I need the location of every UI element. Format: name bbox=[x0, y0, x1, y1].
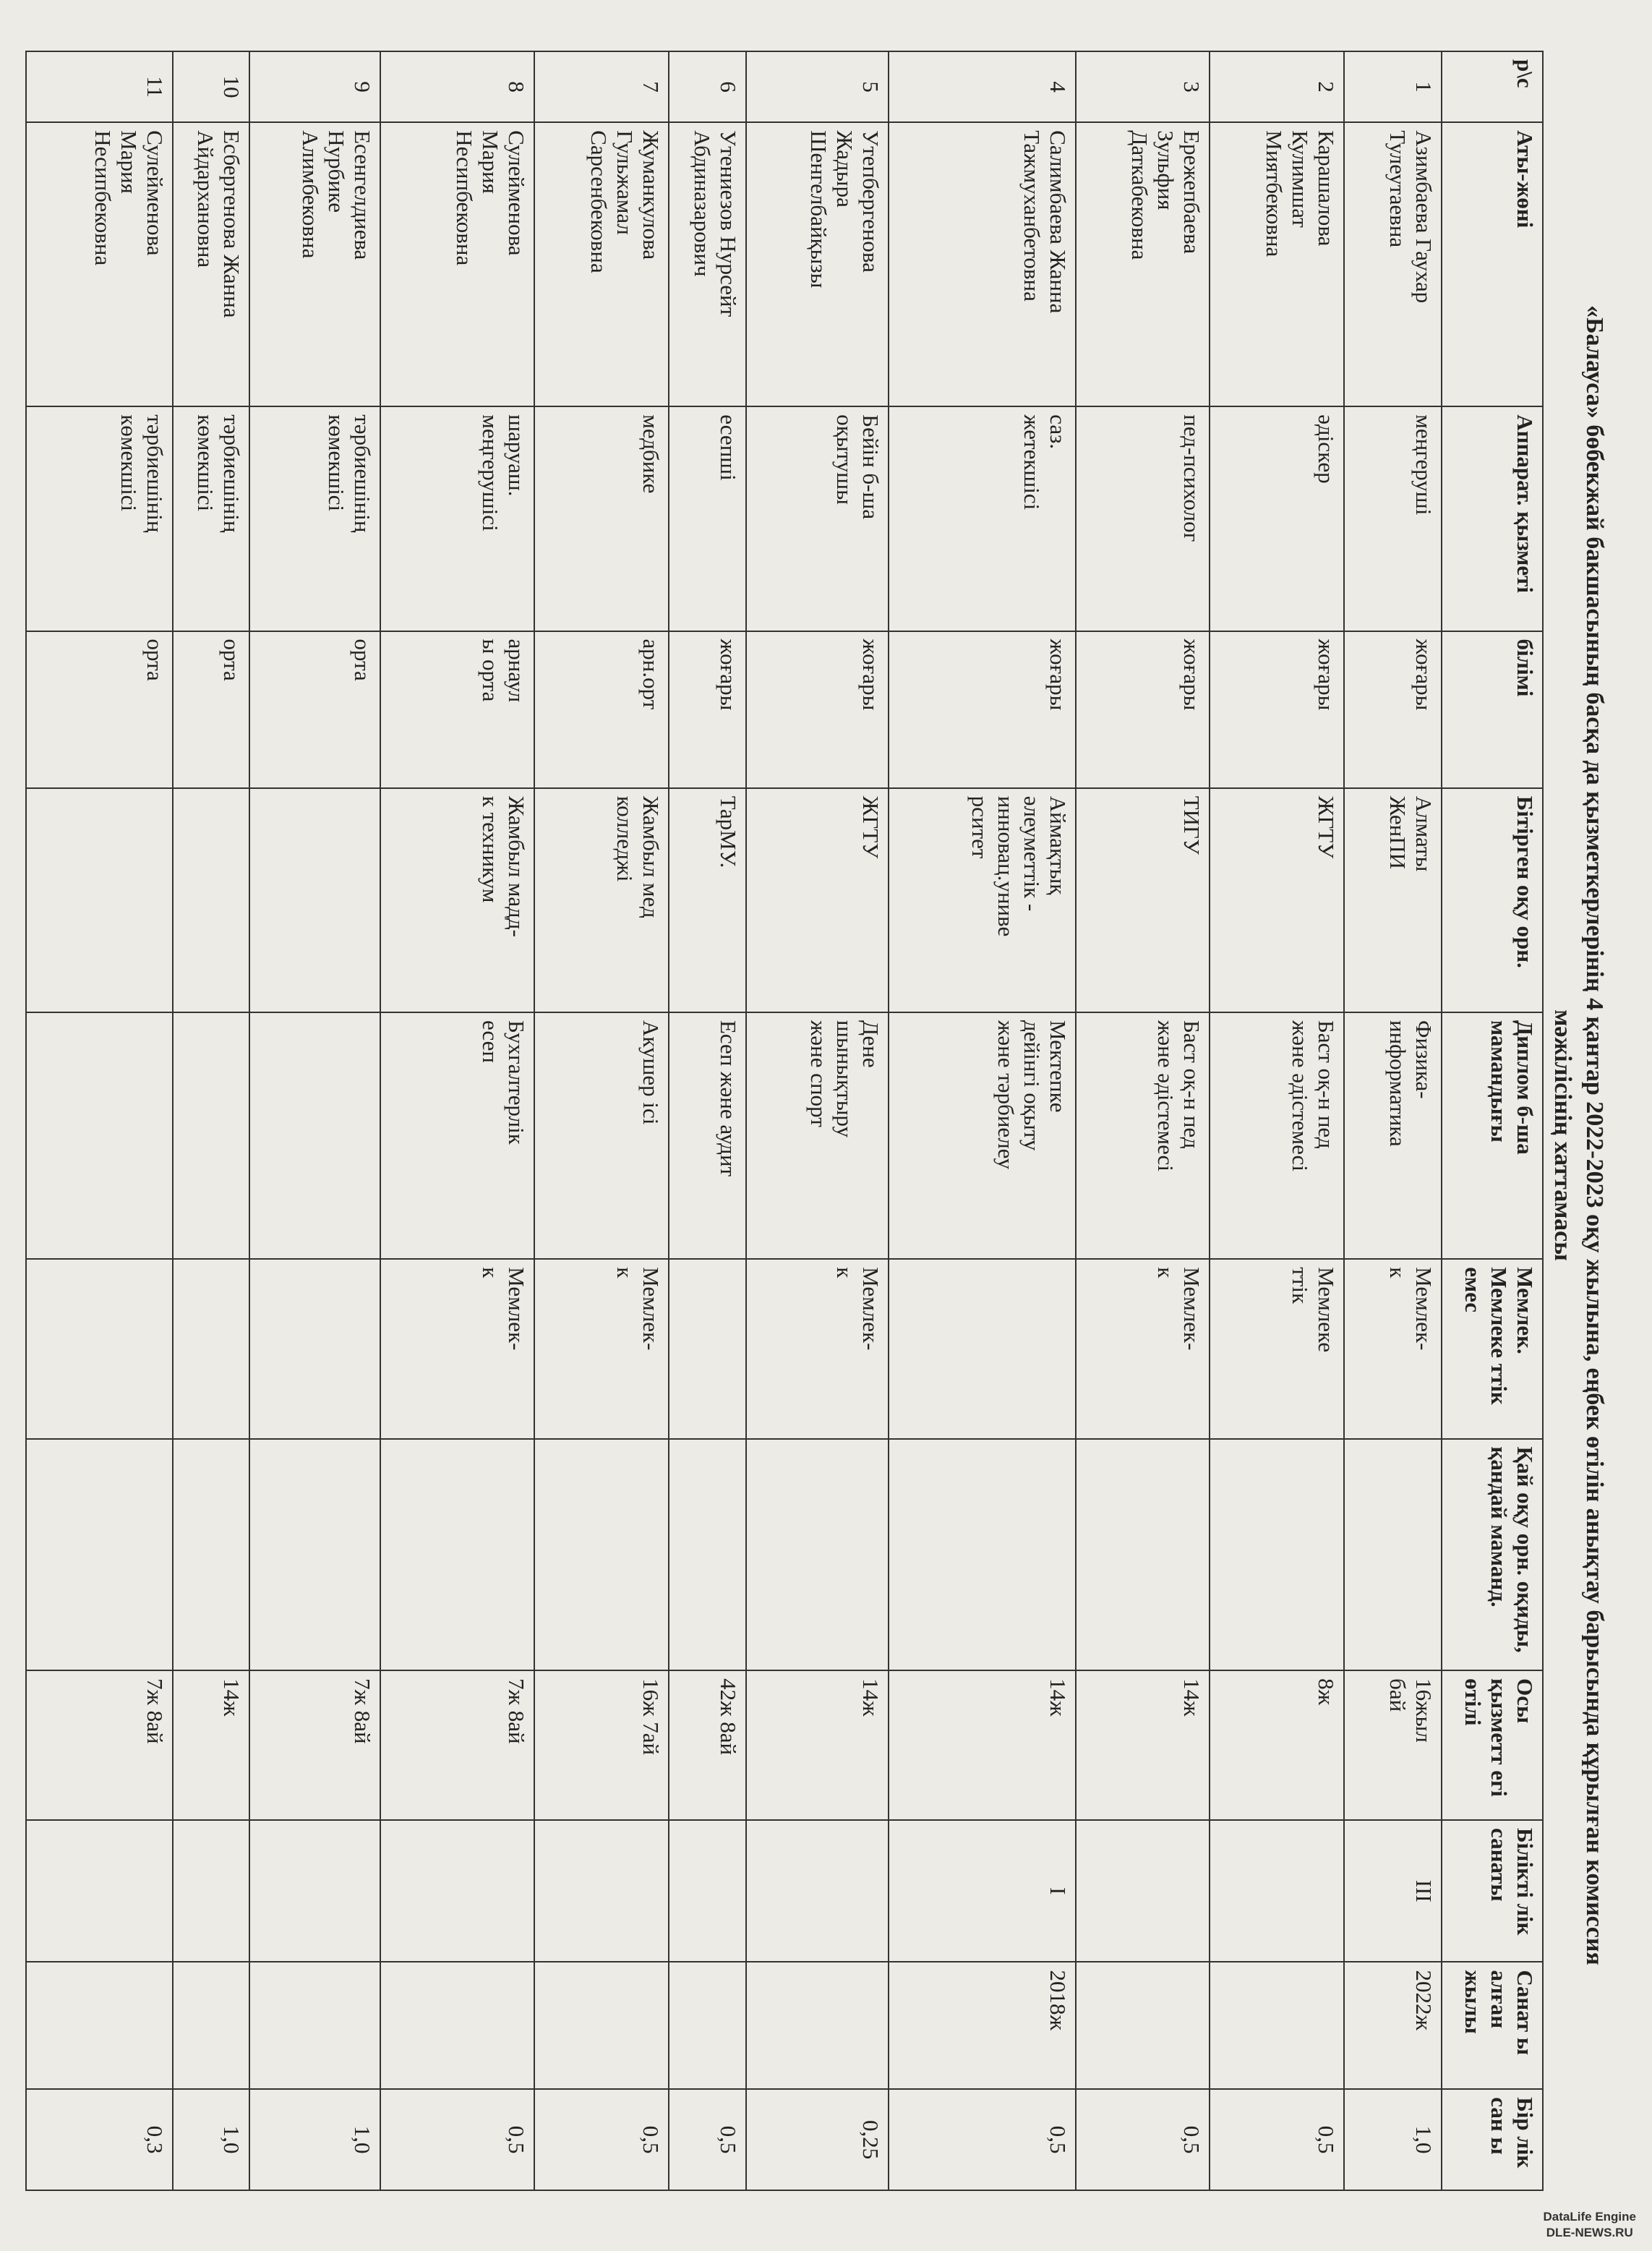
cell-experience: 16жыл бай bbox=[1344, 1670, 1442, 1820]
cell-state: Мемлек- к bbox=[534, 1259, 669, 1438]
cell-rate: 0,5 bbox=[889, 2089, 1076, 2190]
cell-which bbox=[380, 1439, 535, 1671]
header-institution: Бітірген оқу орн. bbox=[1442, 788, 1543, 1012]
cell-specialty bbox=[173, 1012, 250, 1259]
cell-education: жоғары bbox=[1344, 631, 1442, 788]
cell-num: 4 bbox=[889, 51, 1076, 122]
cell-education: жоғары bbox=[889, 631, 1076, 788]
cell-specialty: Есеп және аудит bbox=[669, 1012, 746, 1259]
cell-experience: 7ж 8ай bbox=[380, 1670, 535, 1820]
cell-position: пед-психолог bbox=[1076, 406, 1210, 631]
cell-specialty bbox=[26, 1012, 173, 1259]
document-heading bbox=[1546, 174, 1610, 2097]
cell-category bbox=[1076, 1820, 1210, 1962]
cell-rate: 0,25 bbox=[746, 2089, 889, 2190]
cell-position: әдіскер bbox=[1210, 406, 1344, 631]
cell-institution bbox=[173, 788, 250, 1012]
cell-specialty: Дене шынықтыру және спорт bbox=[746, 1012, 889, 1259]
cell-rate: 1,0 bbox=[1344, 2089, 1442, 2190]
cell-cat-year: 2022ж bbox=[1344, 1962, 1442, 2089]
cell-cat-year bbox=[746, 1962, 889, 2089]
cell-specialty bbox=[250, 1012, 380, 1259]
cell-rate: 0,5 bbox=[380, 2089, 535, 2190]
footer-line-1: DataLife Engine bbox=[1543, 2210, 1636, 2224]
cell-which bbox=[746, 1439, 889, 1671]
cell-institution: Алматы ЖенПИ bbox=[1344, 788, 1442, 1012]
cell-experience: 16ж 7ай bbox=[534, 1670, 669, 1820]
cell-num: 9 bbox=[250, 51, 380, 122]
header-which: Қай оқу орн. оқиды, қандай маманд. bbox=[1442, 1439, 1543, 1671]
cell-cat-year bbox=[173, 1962, 250, 2089]
cell-name: Сулейменова Мария Несипбековна bbox=[26, 122, 173, 406]
cell-category: III bbox=[1344, 1820, 1442, 1962]
cell-rate: 1,0 bbox=[250, 2089, 380, 2190]
table-row bbox=[26, 51, 173, 2190]
cell-state: Мемлек- к bbox=[1076, 1259, 1210, 1438]
cell-rate: 0,5 bbox=[1210, 2089, 1344, 2190]
cell-institution: ТарМУ. bbox=[669, 788, 746, 1012]
footer-line-2: DLE-NEWS.RU bbox=[1546, 2226, 1633, 2239]
cell-experience: 42ж 8ай bbox=[669, 1670, 746, 1820]
cell-name: Карашалова Кулимшат Миятбековна bbox=[1210, 122, 1344, 406]
cell-cat-year bbox=[380, 1962, 535, 2089]
cell-specialty: Бухгалтерлік есеп bbox=[380, 1012, 535, 1259]
cell-rate: 0,3 bbox=[26, 2089, 173, 2190]
cell-position: тәрбиешінің көмекшісі bbox=[173, 406, 250, 631]
cell-name: Азимбаева Гаухар Тулеутаевна bbox=[1344, 122, 1442, 406]
cell-experience: 14ж bbox=[889, 1670, 1076, 1820]
cell-education: арн.орт bbox=[534, 631, 669, 788]
cell-name: Ережепбаева Зульфия Даткабековна bbox=[1076, 122, 1210, 406]
cell-specialty: Мектепке дейінгі оқыту және тәрбиелеу bbox=[889, 1012, 1076, 1259]
cell-education: орта bbox=[173, 631, 250, 788]
cell-institution: Аймақтық әлеуметтік - инновац.униве рситет bbox=[889, 788, 1076, 1012]
cell-education: орта bbox=[250, 631, 380, 788]
cell-num: 5 bbox=[746, 51, 889, 122]
cell-education: жоғары bbox=[669, 631, 746, 788]
cell-position: тәрбиешінің көмекшісі bbox=[26, 406, 173, 631]
cell-specialty: Физика- информатика bbox=[1344, 1012, 1442, 1259]
table-row bbox=[889, 51, 1076, 2190]
cell-cat-year: 2018ж bbox=[889, 1962, 1076, 2089]
cell-education: жоғары bbox=[1210, 631, 1344, 788]
cell-rate: 0,5 bbox=[1076, 2089, 1210, 2190]
table-row bbox=[1076, 51, 1210, 2190]
cell-education: жоғары bbox=[1076, 631, 1210, 788]
cell-experience: 14ж bbox=[746, 1670, 889, 1820]
cell-experience: 14ж bbox=[173, 1670, 250, 1820]
cell-state: Мемлеке ттік bbox=[1210, 1259, 1344, 1438]
cell-name: Утепбергенова Жадыра Шенгелбайқызы bbox=[746, 122, 889, 406]
cell-position: есепші bbox=[669, 406, 746, 631]
cell-institution: Жамбыл мадд- к техникум bbox=[380, 788, 535, 1012]
cell-experience: 14ж bbox=[1076, 1670, 1210, 1820]
cell-num: 6 bbox=[669, 51, 746, 122]
cell-state: Мемлек- к bbox=[380, 1259, 535, 1438]
cell-state: Мемлек- к bbox=[1344, 1259, 1442, 1438]
cell-which bbox=[1344, 1439, 1442, 1671]
cell-institution bbox=[26, 788, 173, 1012]
cell-institution: ТИГУ bbox=[1076, 788, 1210, 1012]
table-row bbox=[746, 51, 889, 2190]
cell-rate: 0,5 bbox=[669, 2089, 746, 2190]
header-state: Мемлек. Мемлеке ттік емес bbox=[1442, 1259, 1543, 1438]
cell-category bbox=[380, 1820, 535, 1962]
cell-num: 3 bbox=[1076, 51, 1210, 122]
watermark-footer bbox=[1544, 2209, 1636, 2241]
cell-name: Сулейменова Мария Несипбековна bbox=[380, 122, 535, 406]
table-row bbox=[669, 51, 746, 2190]
cell-education: орта bbox=[26, 631, 173, 788]
table-row bbox=[173, 51, 250, 2190]
cell-name: Есбергенова Жанна Айдархановна bbox=[173, 122, 250, 406]
cell-category bbox=[1210, 1820, 1344, 1962]
cell-name: Утениезов Нурсейт Абдиназарович bbox=[669, 122, 746, 406]
cell-state bbox=[889, 1259, 1076, 1438]
cell-cat-year bbox=[1210, 1962, 1344, 2089]
header-name: Аты-жөні bbox=[1442, 122, 1543, 406]
cell-position: медбике bbox=[534, 406, 669, 631]
cell-state bbox=[26, 1259, 173, 1438]
table-header-row bbox=[1442, 51, 1543, 2190]
cell-specialty: Баст оқ-н пед және әдістемесі bbox=[1210, 1012, 1344, 1259]
cell-position: шаруаш. меңгерушісі bbox=[380, 406, 535, 631]
cell-rate: 0,5 bbox=[534, 2089, 669, 2190]
cell-cat-year bbox=[26, 1962, 173, 2089]
cell-institution: Жамбыл мед колледжі bbox=[534, 788, 669, 1012]
heading-line-1: «Балауса» бөбекжай бакшасының басқа да қызметкерлерінің 4 қантар 2022-2023 оқу жылына, еңбек өтілін анықтау барысында құрылған комиссия bbox=[1581, 305, 1608, 1965]
cell-which bbox=[534, 1439, 669, 1671]
cell-cat-year bbox=[669, 1962, 746, 2089]
cell-education: арнаул ы орта bbox=[380, 631, 535, 788]
cell-category bbox=[250, 1820, 380, 1962]
cell-which bbox=[1076, 1439, 1210, 1671]
cell-which bbox=[669, 1439, 746, 1671]
cell-institution: ЖГТУ bbox=[1210, 788, 1344, 1012]
cell-institution: ЖГТУ bbox=[746, 788, 889, 1012]
cell-education: жоғары bbox=[746, 631, 889, 788]
cell-which bbox=[26, 1439, 173, 1671]
cell-position: саз. жетекшісі bbox=[889, 406, 1076, 631]
cell-position: тәрбиешінің көмекшісі bbox=[250, 406, 380, 631]
header-specialty: Диплом б-ша мамандығы bbox=[1442, 1012, 1543, 1259]
header-category: Біліктi лік санаты bbox=[1442, 1820, 1543, 1962]
cell-position: Бейін б-ша оқытушы bbox=[746, 406, 889, 631]
table-body bbox=[26, 51, 1442, 2190]
cell-num: 1 bbox=[1344, 51, 1442, 122]
header-experience: Осы қызметт егі өтілі bbox=[1442, 1670, 1543, 1820]
cell-state bbox=[173, 1259, 250, 1438]
table-row bbox=[534, 51, 669, 2190]
cell-name: Жуманкулова Гульжамал Сарсенбековна bbox=[534, 122, 669, 406]
cell-category bbox=[746, 1820, 889, 1962]
cell-which bbox=[1210, 1439, 1344, 1671]
cell-which bbox=[250, 1439, 380, 1671]
cell-num: 2 bbox=[1210, 51, 1344, 122]
cell-num: 7 bbox=[534, 51, 669, 122]
cell-specialty: Акушер ісі bbox=[534, 1012, 669, 1259]
table-row bbox=[250, 51, 380, 2190]
staff-table bbox=[25, 51, 1544, 2191]
cell-specialty: Баст оқ-н пед және әдістемесі bbox=[1076, 1012, 1210, 1259]
cell-rate: 1,0 bbox=[173, 2089, 250, 2190]
cell-category bbox=[173, 1820, 250, 1962]
cell-position: меңгеруші bbox=[1344, 406, 1442, 631]
header-num: р\с bbox=[1442, 51, 1543, 122]
cell-state: Мемлек- к bbox=[746, 1259, 889, 1438]
cell-category: I bbox=[889, 1820, 1076, 1962]
cell-category bbox=[534, 1820, 669, 1962]
table-row bbox=[1210, 51, 1344, 2190]
cell-num: 11 bbox=[26, 51, 173, 122]
cell-num: 10 bbox=[173, 51, 250, 122]
cell-institution bbox=[250, 788, 380, 1012]
cell-cat-year bbox=[534, 1962, 669, 2089]
header-rate: Бір лік сан ы bbox=[1442, 2089, 1543, 2190]
header-education: білімі bbox=[1442, 631, 1543, 788]
cell-which bbox=[889, 1439, 1076, 1671]
table-row bbox=[380, 51, 535, 2190]
heading-line-2: мәжілісінің хаттамасы bbox=[1549, 1009, 1576, 1261]
cell-experience: 7ж 8ай bbox=[26, 1670, 173, 1820]
table-row bbox=[1344, 51, 1442, 2190]
cell-cat-year bbox=[1076, 1962, 1210, 2089]
header-cat-year: Санат ы алған жылы bbox=[1442, 1962, 1543, 2089]
cell-cat-year bbox=[250, 1962, 380, 2089]
cell-experience: 7ж 8ай bbox=[250, 1670, 380, 1820]
cell-which bbox=[173, 1439, 250, 1671]
cell-state bbox=[669, 1259, 746, 1438]
cell-name: Есенгелдиева Нурбике Алимбековна bbox=[250, 122, 380, 406]
cell-category bbox=[26, 1820, 173, 1962]
cell-num: 8 bbox=[380, 51, 535, 122]
cell-name: Салимбаева Жанна Тажмуханбетовна bbox=[889, 122, 1076, 406]
cell-category bbox=[669, 1820, 746, 1962]
cell-state bbox=[250, 1259, 380, 1438]
cell-experience: 8ж bbox=[1210, 1670, 1344, 1820]
header-position: Аппарат. қызметі bbox=[1442, 406, 1543, 631]
